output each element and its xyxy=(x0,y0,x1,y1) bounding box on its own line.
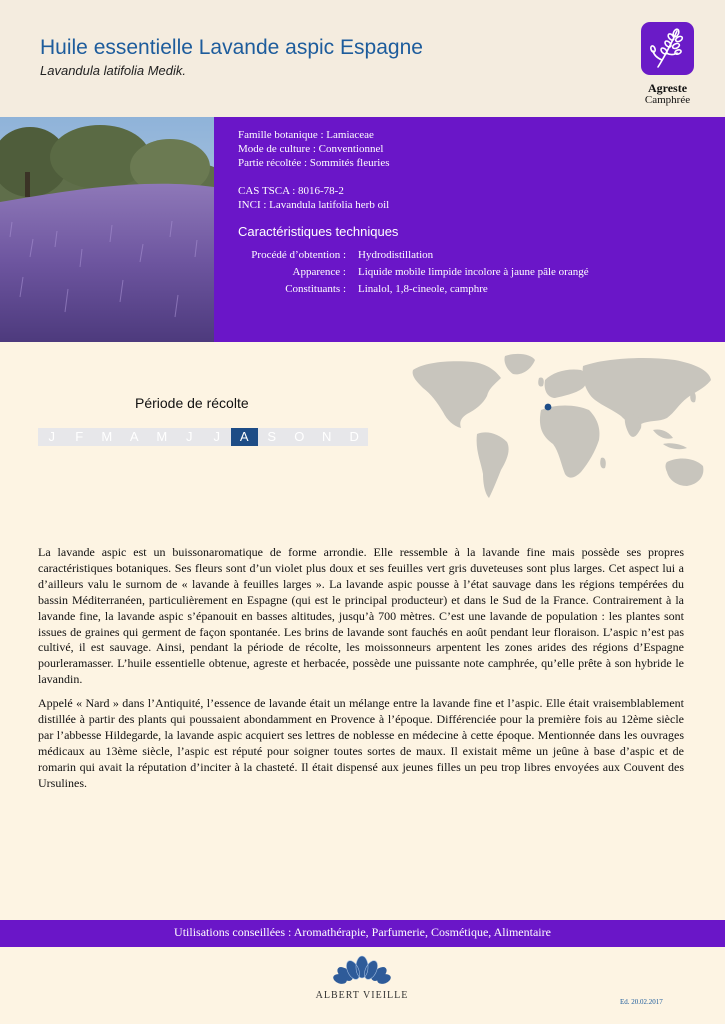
harvest-month: J xyxy=(48,429,55,444)
harvest-month: M xyxy=(156,429,168,444)
harvest-month: A xyxy=(129,429,139,444)
lavender-field-photo xyxy=(0,117,214,342)
cas-number: CAS TSCA : 8016-78-2 xyxy=(238,185,344,197)
harvest-month: N xyxy=(322,429,332,444)
page-title: Huile essentielle Lavande aspic Espagne xyxy=(40,36,423,59)
harvest-month: S xyxy=(267,429,277,444)
harvested-part: Partie récoltée : Sommités fleuries xyxy=(238,157,390,169)
albert-vieille-logo-icon xyxy=(332,955,392,989)
world-map xyxy=(405,348,715,506)
harvest-month: F xyxy=(75,429,84,444)
brand-name: ALBERT VIEILLE xyxy=(315,990,409,1001)
usage-banner: Utilisations conseillées : Aromathérapie, Parfumerie, Cosmétique, Alimentaire xyxy=(0,920,725,947)
latin-name: Lavandula latifolia Medik. xyxy=(40,63,186,78)
harvest-month: J xyxy=(186,429,193,444)
olfactive-subprofile: Camphrée xyxy=(644,94,691,106)
tech-value: Linalol, 1,8-cineole, camphre xyxy=(358,283,488,295)
culture-mode: Mode de culture : Conventionnel xyxy=(238,143,384,155)
tech-label: Apparence : xyxy=(292,266,346,278)
harvest-month: J xyxy=(213,429,220,444)
info-panel xyxy=(214,117,725,342)
olfactive-profile: Agreste xyxy=(647,81,688,95)
tech-value: Hydrodistillation xyxy=(358,249,434,261)
tech-label: Constituants : xyxy=(285,283,346,295)
description-section xyxy=(0,520,725,920)
olfactive-badge xyxy=(641,22,694,75)
tech-title: Caractéristiques techniques xyxy=(238,224,399,239)
tech-value: Liquide mobile limpide incolore à jaune pâle orangé xyxy=(358,266,589,278)
spain-location-marker xyxy=(545,404,552,411)
harvest-month: M xyxy=(101,429,113,444)
harvest-month-active: A xyxy=(231,428,259,446)
history-paragraph: Appelé « Nard » dans l’Antiquité, l’essence de lavande était un mélange entre la lavande fine et l’aspic. Elle était vraisemblablement distillée à partir des plants qui poussaient abondamment en Provence à l’époque. Différenciée pour la première fois au 12ème siècle par l’abbesse Hildegarde, la lavande aspic acquiert ses lettres de noblesse en médecine à cette époque. Mentionnée dans les ouvrages médicaux au 13ème siècle, l’aspic est réputé pour soigner toutes sortes de maux. Il existait même un jeûne à base d’aspic et de romarin qui avait la réputation d’inciter à la chasteté. Il était dispensé aux jeunes filles un peu trop libres envoyées aux Couvent des Ursulines. xyxy=(38,696,684,790)
tech-label: Procédé d’obtention : xyxy=(251,249,346,261)
lavender-sprig-icon xyxy=(641,22,694,75)
header xyxy=(0,0,725,117)
description-paragraph: La lavande aspic est un buissonaromatique de forme arrondie. Elle ressemble à la lavande fine mais possède ses propres caractéristiques botaniques. Ses fleurs sont d’un violet plus doux et ses feuilles vert gris duveteuses sont plus larges. Cet aspect lui a d’ailleurs valu le surnom de « lavande à feuilles larges ». La lavande aspic pousse à l’état sauvage dans les régions tempérées du bassin Méditerranéen, particulièrement en Espagne (qui est le principal producteur) et dans le Sud de la France. Contrairement à la lavande fine, la lavande aspic s’épanouit en basses altitudes, jusqu’à 700 mètres. C’est une lavande de population : les plantes sont issues de graines qui germent de façon spontanée. Les brins de lavande sont fauchés en août pendant leur floraison. L’aspic n’est pas cultivé, il est sauvage. Ainsi, pendant la période de récolte, les moissonneurs arpentent les zones arides des régions d’Espagne pourleramasser. L’huile essentielle obtenue, agreste et herbacée, possède une puissante note camphrée, qu’elle prête à son hybride le lavandin. xyxy=(38,545,684,687)
harvest-month: D xyxy=(349,429,359,444)
botanical-family: Famille botanique : Lamiaceae xyxy=(238,129,374,141)
harvest-months-bar xyxy=(38,428,368,446)
inci-name: INCI : Lavandula latifolia herb oil xyxy=(238,199,390,211)
harvest-month: O xyxy=(294,429,305,444)
edition-date: Ed. 20.02.2017 xyxy=(620,998,663,1006)
harvest-title: Période de récolte xyxy=(135,395,249,411)
